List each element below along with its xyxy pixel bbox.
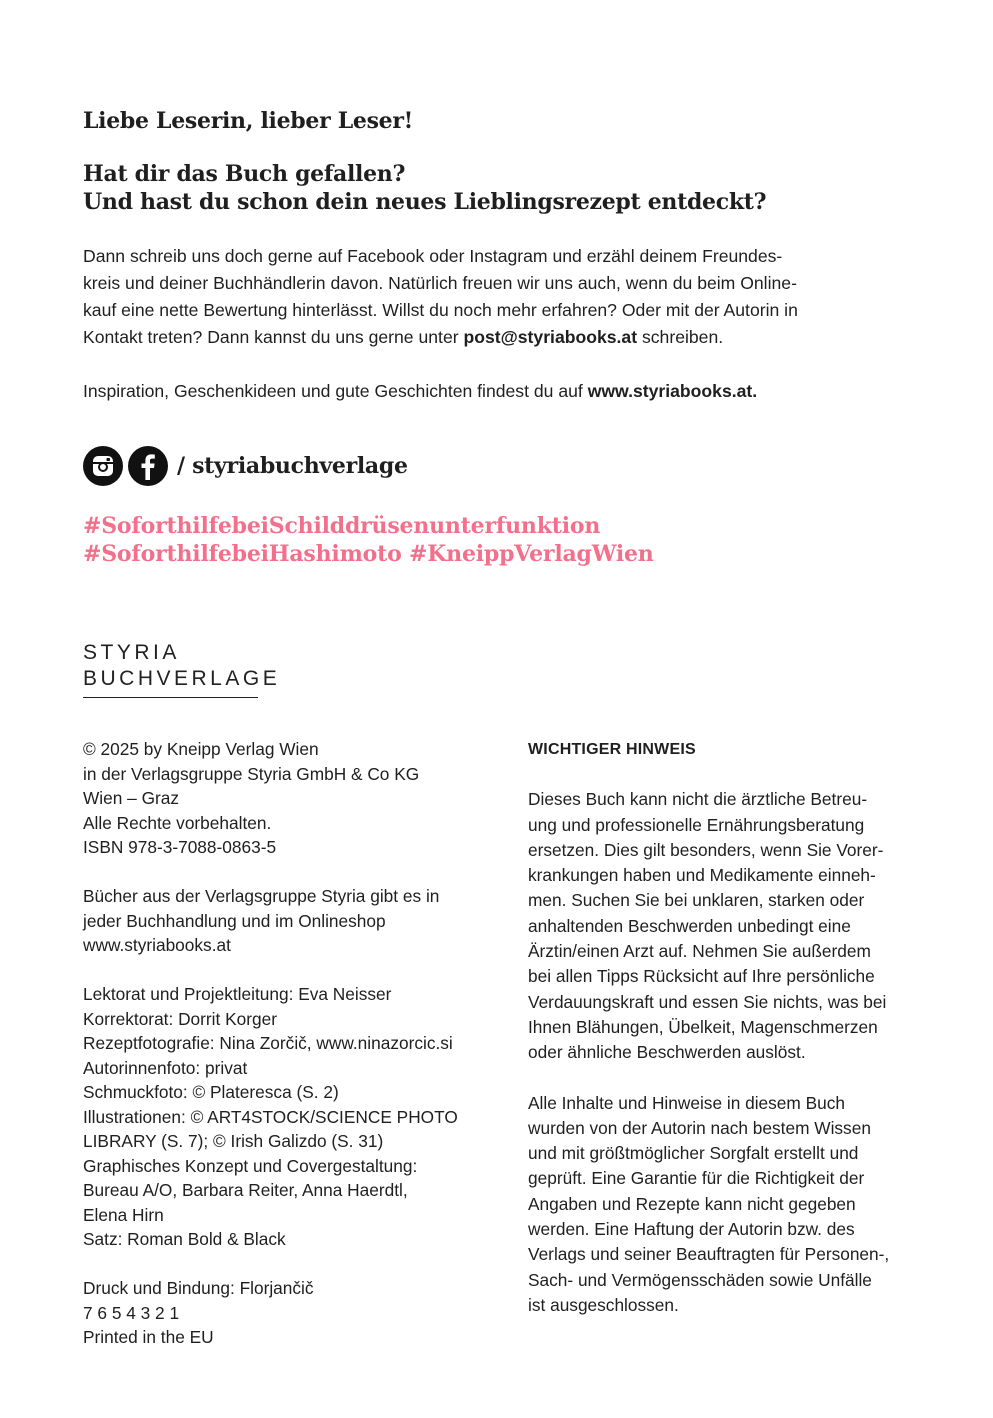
inspiration-text: Inspiration, Geschenkideen und gute Geschichten findest du auf bbox=[83, 381, 588, 401]
notice-line: Alle Inhalte und Hinweise in diesem Buch bbox=[528, 1092, 846, 1113]
credit-line: Graphisches Konzept und Covergestaltung: bbox=[83, 1155, 418, 1176]
imprint-line: Bücher aus der Verlagsgruppe Styria gibt es in bbox=[83, 886, 440, 906]
credit-line: Illustrationen: © ART4STOCK/SCIENCE PHOTO bbox=[83, 1106, 458, 1127]
print-run: 7 6 5 4 3 2 1 bbox=[83, 1302, 180, 1323]
publisher-logo bbox=[83, 640, 280, 698]
imprint-line: in der Verlagsgruppe Styria GmbH & Co KG bbox=[83, 763, 420, 784]
website-link[interactable]: www.styriabooks.at. bbox=[587, 381, 758, 401]
notice-line: bei allen Tipps Rücksicht auf Ihre persönliche bbox=[528, 966, 875, 987]
contact-email-link[interactable]: post@styriabooks.at bbox=[463, 327, 638, 347]
logo-underline bbox=[83, 697, 258, 698]
intro-text: Kontakt treten? Dann kannst du uns gerne unter bbox=[83, 327, 464, 347]
credit-line: Rezeptfotografie: Nina Zorčič, www.ninazorcic.si bbox=[83, 1033, 453, 1053]
notice-line: Ärztin/einen Arzt auf. Nehmen Sie außerdem bbox=[528, 941, 871, 962]
credit-line: Autorinnenfoto: privat bbox=[83, 1057, 248, 1078]
imprint-url: www.styriabooks.at bbox=[83, 935, 231, 955]
intro-text: schreiben. bbox=[637, 327, 724, 347]
notice-line: Angaben und Rezepte kann nicht gegeben bbox=[528, 1193, 856, 1214]
notice-line: werden. Eine Haftung der Autorin bzw. des bbox=[528, 1219, 855, 1240]
question-line: Hat dir das Buch gefallen? bbox=[83, 161, 406, 187]
credit-line: Lektorat und Projektleitung: Eva Neisser bbox=[83, 984, 392, 1004]
question-line: Und hast du schon dein neues Lieblingsrezept entdeckt? bbox=[83, 189, 767, 215]
notice-line: Ihnen Blähungen, Übelkeit, Magenschmerzen bbox=[528, 1016, 878, 1037]
intro-line: kreis und deiner Buchhändlerin davon. Natürlich freuen wir uns auch, wenn du beim Online- bbox=[83, 273, 797, 293]
logo-line: BUCHVERLAGE bbox=[83, 667, 281, 690]
imprint-line: Druck und Bindung: Florjančič bbox=[83, 1278, 314, 1298]
imprint-column bbox=[83, 737, 503, 1350]
social-row bbox=[83, 446, 408, 486]
facebook-icon[interactable] bbox=[128, 446, 168, 486]
question-heading bbox=[83, 160, 766, 216]
greeting-heading: Liebe Leserin, lieber Leser! bbox=[83, 108, 414, 134]
notice-line: Verdauungskraft und essen Sie nichts, was bei bbox=[528, 991, 887, 1012]
notice-line: geprüft. Eine Garantie für die Richtigkeit der bbox=[528, 1168, 865, 1189]
notice-line: ersetzen. Dies gilt besonders, wenn Sie Vorer- bbox=[528, 839, 884, 860]
notice-line: ist ausgeschlossen. bbox=[528, 1294, 679, 1315]
isbn: ISBN 978-3-7088-0863-5 bbox=[83, 837, 277, 857]
logo-line: STYRIA bbox=[83, 641, 180, 664]
notice-line: men. Suchen Sie bei unklaren, starken oder bbox=[528, 890, 865, 911]
credit-line: Satz: Roman Bold & Black bbox=[83, 1229, 286, 1249]
intro-line bbox=[83, 324, 903, 351]
imprint-line: © 2025 by Kneipp Verlag Wien bbox=[83, 739, 319, 759]
instagram-icon[interactable] bbox=[83, 446, 123, 486]
intro-paragraph bbox=[83, 243, 903, 351]
notice-line: oder ähnliche Beschwerden auslöst. bbox=[528, 1042, 806, 1063]
notice-line: krankungen haben und Medikamente einneh- bbox=[528, 865, 876, 886]
notice-line: und mit größtmöglicher Sorgfalt erstellt und bbox=[528, 1143, 859, 1164]
hashtags bbox=[83, 512, 654, 568]
notice-line: Verlags und seiner Beauftragten für Personen-, bbox=[528, 1244, 890, 1265]
imprint-line: Alle Rechte vorbehalten. bbox=[83, 812, 272, 833]
credit-line: Elena Hirn bbox=[83, 1204, 164, 1225]
credit-line: Korrektorat: Dorrit Korger bbox=[83, 1008, 277, 1029]
social-handle[interactable]: / styriabuchverlage bbox=[177, 453, 408, 479]
notice-title: WICHTIGER HINWEIS bbox=[528, 741, 696, 758]
notice-line: ung und professionelle Ernährungsberatung bbox=[528, 814, 865, 835]
intro-line: Dann schreib uns doch gerne auf Facebook oder Instagram und erzähl deinem Freundes- bbox=[83, 246, 783, 266]
credit-line: Bureau A/O, Barbara Reiter, Anna Haerdtl, bbox=[83, 1180, 408, 1200]
inspiration-paragraph bbox=[83, 378, 757, 405]
notice-line: wurden von der Autorin nach bestem Wissen bbox=[528, 1117, 871, 1138]
notice-line: Dieses Buch kann nicht die ärztliche Betreu- bbox=[528, 789, 868, 810]
notice-line: anhaltenden Beschwerden unbedingt eine bbox=[528, 915, 851, 936]
credit-line: LIBRARY (S. 7); © Irish Galizdo (S. 31) bbox=[83, 1131, 384, 1151]
intro-line: kauf eine nette Bewertung hinterlässt. Willst du noch mehr erfahren? Oder mit der Autorin in bbox=[83, 300, 798, 320]
imprint-line: Printed in the EU bbox=[83, 1327, 214, 1347]
notice-line: Sach- und Vermögensschäden sowie Unfälle bbox=[528, 1269, 872, 1290]
hashtag-line: #SoforthilfebeiHashimoto #KneippVerlagWien bbox=[83, 541, 654, 567]
imprint-line: jeder Buchhandlung und im Onlineshop bbox=[83, 910, 386, 931]
important-notice bbox=[528, 737, 928, 1318]
hashtag-line: #SoforthilfebeiSchilddrüsenunterfunktion bbox=[83, 513, 601, 539]
imprint-line: Wien – Graz bbox=[83, 788, 180, 808]
credit-line: Schmuckfoto: © Plateresca (S. 2) bbox=[83, 1082, 339, 1102]
